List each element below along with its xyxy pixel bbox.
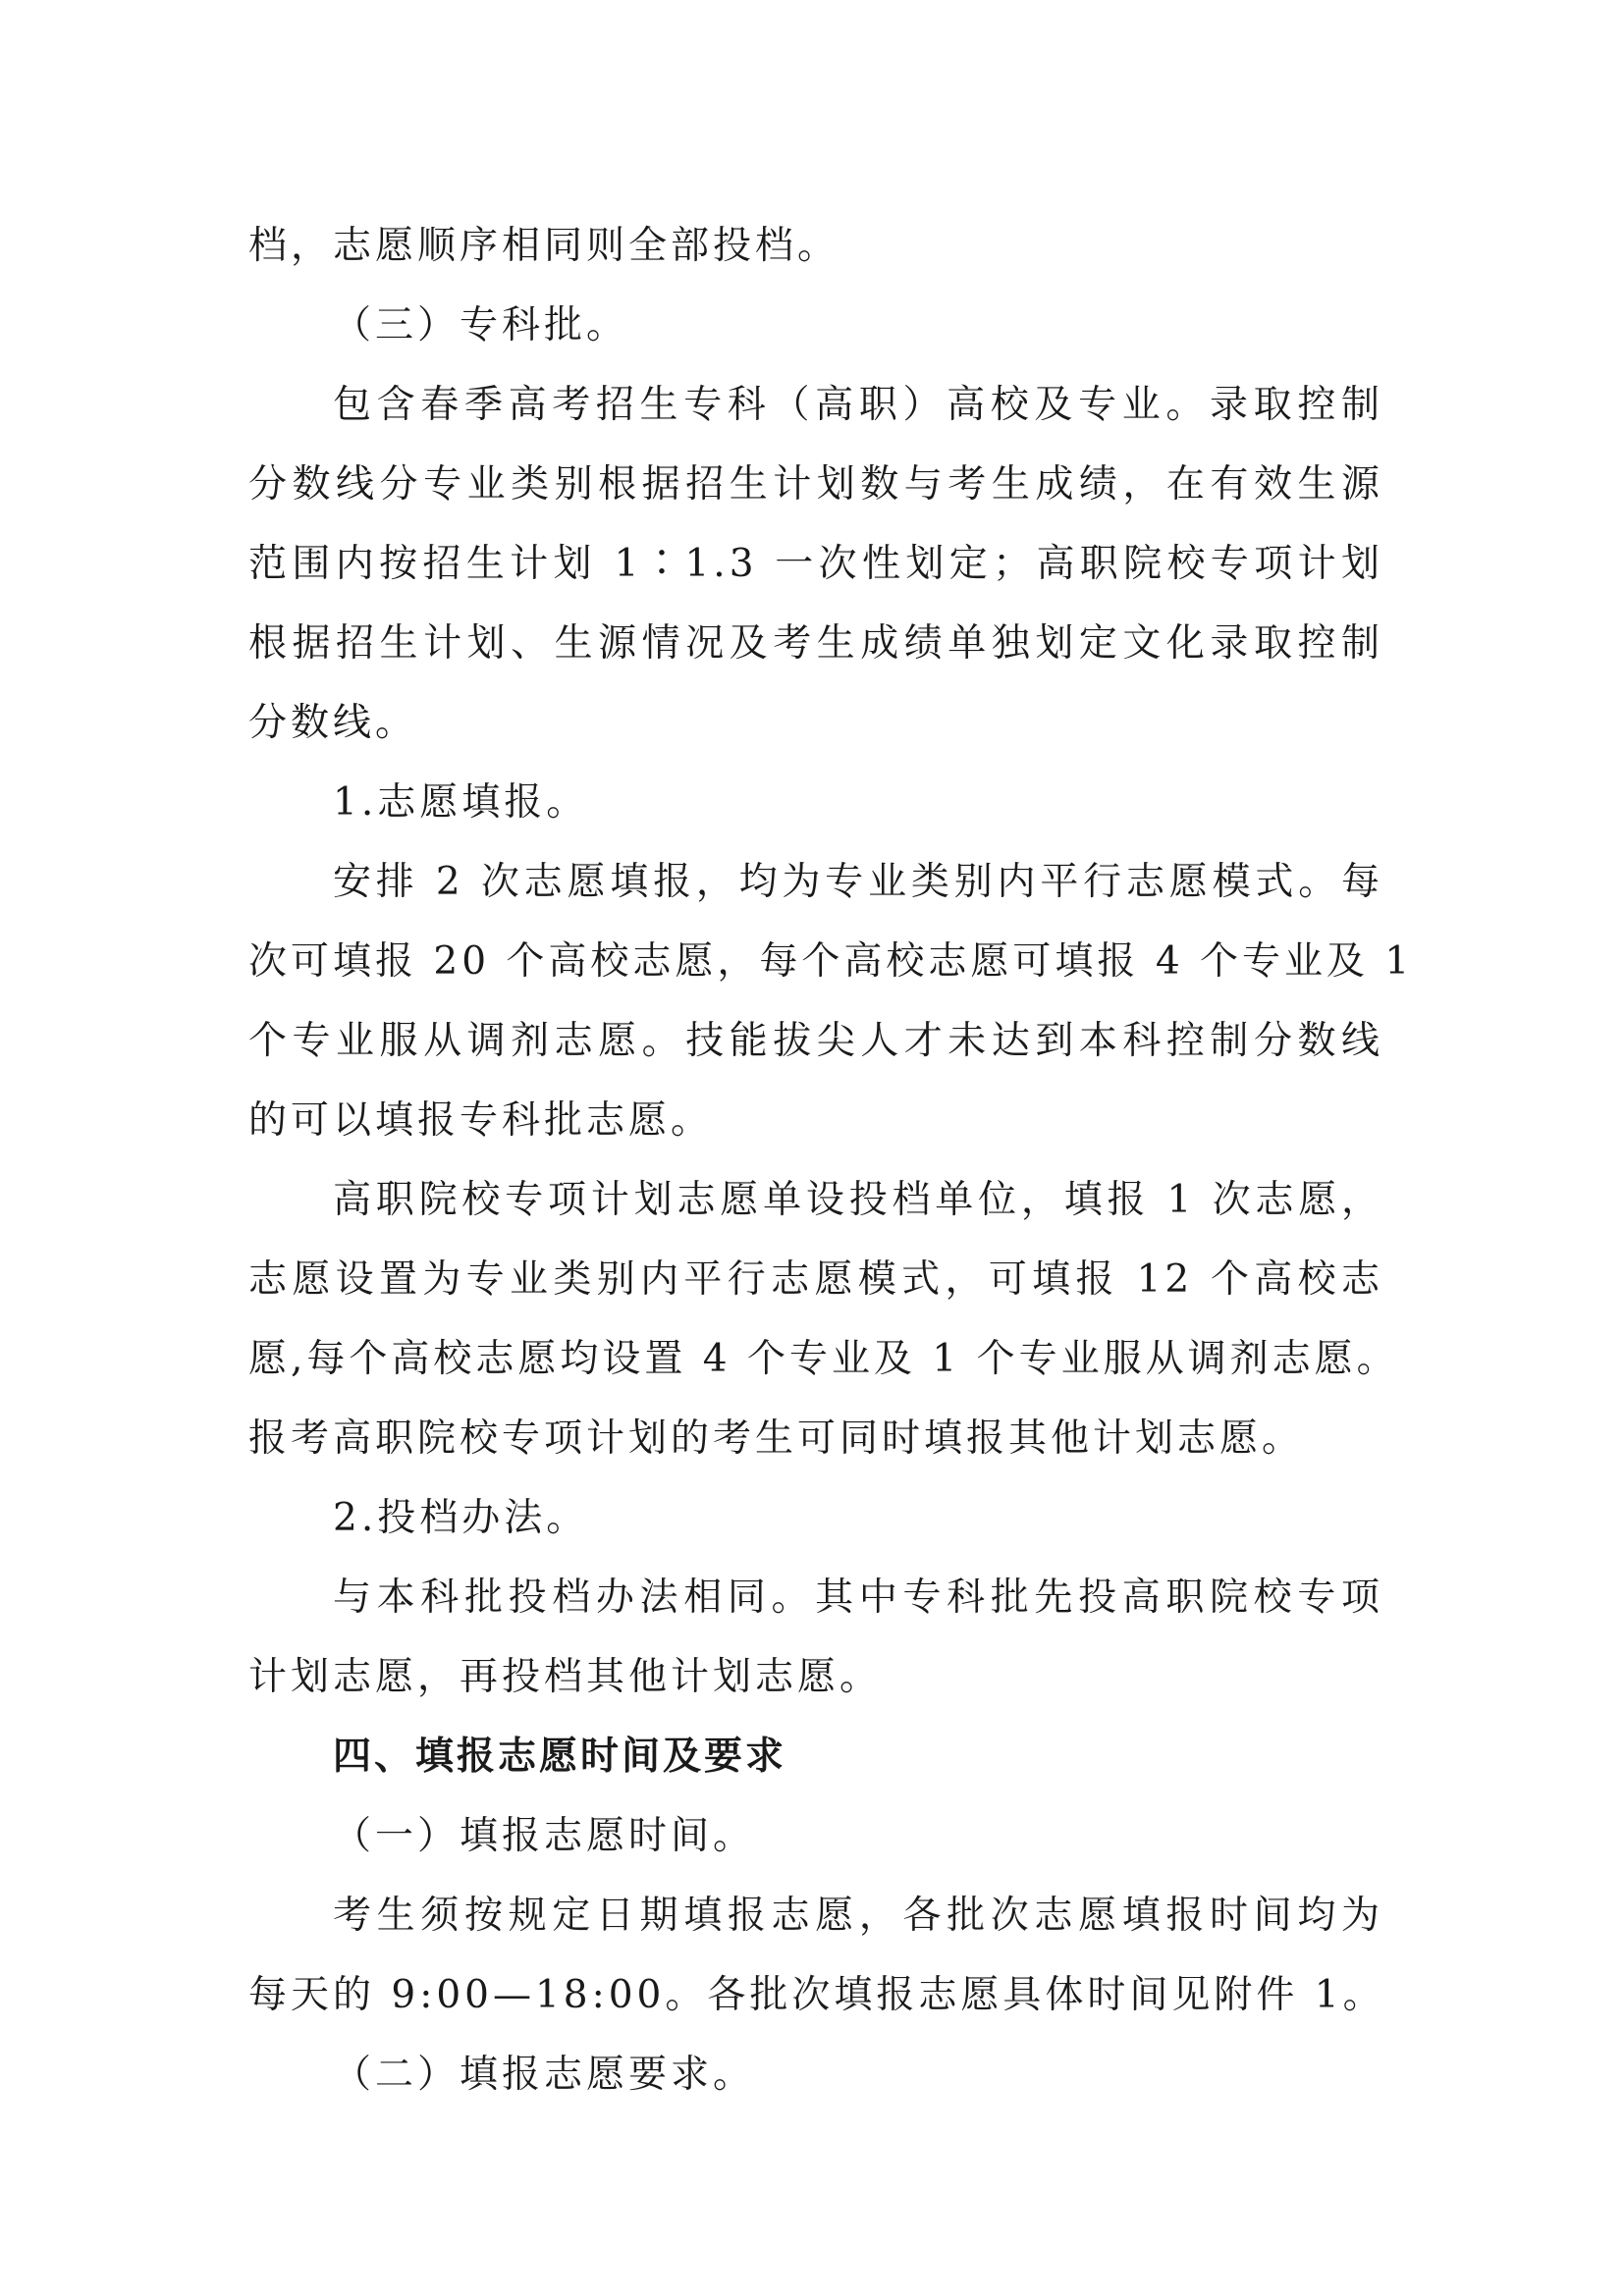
paragraph-line: 愿,每个高校志愿均设置 4 个专业及 1 个专业服从调剂志愿。 [248,1337,1399,1381]
paragraph-line: 计划志愿，再投档其他计划志愿。 [248,1655,883,1699]
section-subheading: （一）填报志愿时间。 [333,1814,756,1858]
paragraph-line: 分数线。 [248,701,418,745]
paragraph-line: 报考高职院校专项计划的考生可同时填报其他计划志愿。 [248,1416,1305,1461]
paragraph-line: 包含春季高考招生专科（高职）高校及专业。录取控制 [333,383,1383,427]
paragraph-line: 根据招生计划、生源情况及考生成绩单独划定文化录取控制 [248,621,1383,666]
paragraph-line: 的可以填报专科批志愿。 [248,1098,714,1143]
paragraph-line: 次可填报 20 个高校志愿，每个高校志愿可填报 4 个专业及 1 [248,939,1414,984]
paragraph-line: 范围内按招生计划 1∶1.3 一次性划定；高职院校专项计划 [248,542,1383,586]
item-heading: 2.投档办法。 [333,1496,589,1540]
paragraph-line: 高职院校专项计划志愿单设投档单位，填报 1 次志愿， [333,1178,1383,1222]
section-heading: 四、填报志愿时间及要求 [333,1735,787,1779]
section-subheading: （二）填报志愿要求。 [333,2053,756,2097]
item-heading: 1.志愿填报。 [333,780,589,825]
paragraph-line: 与本科批投档办法相同。其中专科批先投高职院校专项 [333,1575,1383,1620]
paragraph-line: 每天的 9:00—18:00。各批次填报志愿具体时间见附件 1。 [248,1973,1385,2017]
paragraph-line: 安排 2 次志愿填报，均为专业类别内平行志愿模式。每 [333,860,1383,904]
document-page [248,206,1414,2114]
paragraph-line: 考生须按规定日期填报志愿，各批次志愿填报时间均为 [333,1894,1383,1938]
section-subheading: （三）专科批。 [333,303,629,347]
paragraph-line: 志愿设置为专业类别内平行志愿模式，可填报 12 个高校志 [248,1257,1383,1302]
paragraph-line: 个专业服从调剂志愿。技能拔尖人才未达到本科控制分数线 [248,1019,1383,1063]
paragraph-line: 档，志愿顺序相同则全部投档。 [248,224,840,268]
paragraph-line: 分数线分专业类别根据招生计划数与考生成绩，在有效生源 [248,462,1383,507]
